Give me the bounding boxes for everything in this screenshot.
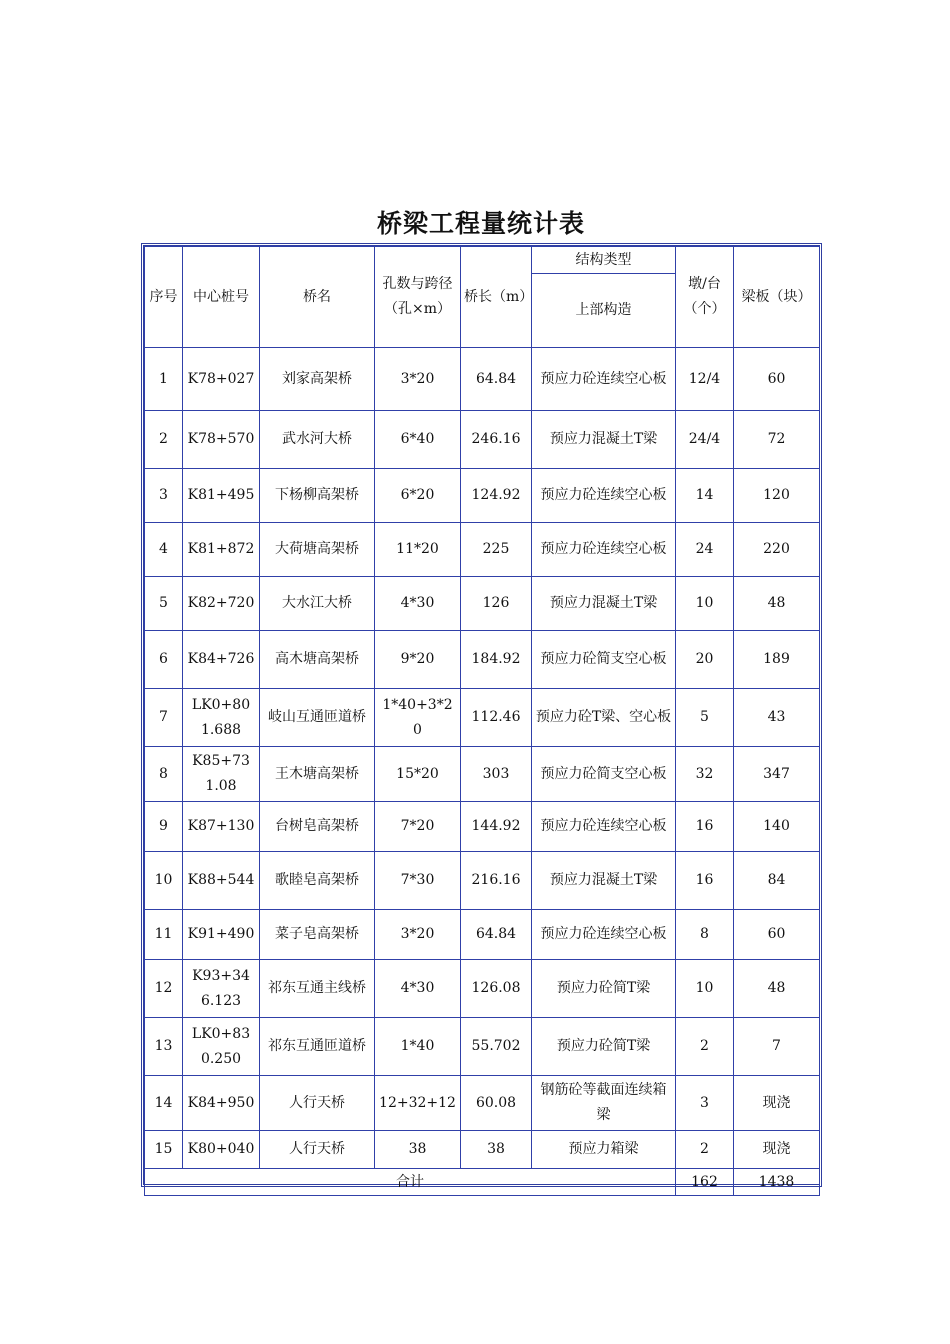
cell-beams: 43 xyxy=(734,689,820,747)
header-station: 中心桩号 xyxy=(183,247,260,348)
cell-piers: 16 xyxy=(676,802,734,852)
cell-name: 菜子皂高架桥 xyxy=(260,910,375,960)
cell-station: K88+544 xyxy=(183,852,260,910)
table-row xyxy=(145,1076,820,1131)
header-piers: 墩/台（个） xyxy=(676,247,734,348)
cell-structure: 预应力混凝土T梁 xyxy=(532,852,676,910)
cell-beams: 现浇 xyxy=(734,1131,820,1169)
cell-name: 岐山互通匝道桥 xyxy=(260,689,375,747)
cell-station: K84+950 xyxy=(183,1076,260,1131)
cell-beams: 48 xyxy=(734,577,820,631)
cell-beams: 60 xyxy=(734,348,820,411)
cell-seq: 11 xyxy=(145,910,183,960)
cell-length: 124.92 xyxy=(461,469,532,523)
cell-length: 38 xyxy=(461,1131,532,1169)
cell-beams: 现浇 xyxy=(734,1076,820,1131)
cell-seq: 14 xyxy=(145,1076,183,1131)
cell-length: 246.16 xyxy=(461,411,532,469)
cell-length: 225 xyxy=(461,523,532,577)
header-length: 桥长（m） xyxy=(461,247,532,348)
cell-station: K78+027 xyxy=(183,348,260,411)
cell-name: 下杨柳高架桥 xyxy=(260,469,375,523)
cell-station: K78+570 xyxy=(183,411,260,469)
cell-name: 人行天桥 xyxy=(260,1076,375,1131)
table-row xyxy=(145,689,820,747)
table-row xyxy=(145,523,820,577)
cell-station: K82+720 xyxy=(183,577,260,631)
cell-length: 112.46 xyxy=(461,689,532,747)
cell-span: 11*20 xyxy=(375,523,461,577)
table-row xyxy=(145,411,820,469)
cell-beams: 48 xyxy=(734,960,820,1018)
cell-seq: 9 xyxy=(145,802,183,852)
cell-structure: 预应力砼简T梁 xyxy=(532,960,676,1018)
cell-span: 7*20 xyxy=(375,802,461,852)
cell-structure: 预应力箱梁 xyxy=(532,1131,676,1169)
cell-span: 3*20 xyxy=(375,910,461,960)
header-superstructure: 上部构造 xyxy=(532,274,676,348)
bridge-quantity-table xyxy=(144,246,820,1196)
cell-length: 303 xyxy=(461,747,532,802)
cell-station: LK0+801.688 xyxy=(183,689,260,747)
total-row xyxy=(145,1169,820,1196)
cell-span: 6*20 xyxy=(375,469,461,523)
header-beams: 梁板（块） xyxy=(734,247,820,348)
cell-seq: 4 xyxy=(145,523,183,577)
cell-length: 64.84 xyxy=(461,910,532,960)
cell-structure: 预应力砼连续空心板 xyxy=(532,469,676,523)
cell-name: 高木塘高架桥 xyxy=(260,631,375,689)
cell-station: LK0+830.250 xyxy=(183,1018,260,1076)
cell-piers: 10 xyxy=(676,577,734,631)
cell-station: K85+731.08 xyxy=(183,747,260,802)
cell-beams: 220 xyxy=(734,523,820,577)
cell-piers: 5 xyxy=(676,689,734,747)
header-seq: 序号 xyxy=(145,247,183,348)
cell-structure: 预应力砼简T梁 xyxy=(532,1018,676,1076)
table-row xyxy=(145,802,820,852)
cell-span: 38 xyxy=(375,1131,461,1169)
cell-beams: 347 xyxy=(734,747,820,802)
header-name: 桥名 xyxy=(260,247,375,348)
cell-length: 55.702 xyxy=(461,1018,532,1076)
cell-length: 64.84 xyxy=(461,348,532,411)
cell-piers: 2 xyxy=(676,1131,734,1169)
cell-span: 4*30 xyxy=(375,960,461,1018)
table-row xyxy=(145,1018,820,1076)
cell-span: 6*40 xyxy=(375,411,461,469)
cell-length: 184.92 xyxy=(461,631,532,689)
cell-name: 王木塘高架桥 xyxy=(260,747,375,802)
cell-station: K81+872 xyxy=(183,523,260,577)
cell-station: K93+346.123 xyxy=(183,960,260,1018)
cell-structure: 预应力砼连续空心板 xyxy=(532,348,676,411)
cell-name: 歌睦皂高架桥 xyxy=(260,852,375,910)
cell-seq: 12 xyxy=(145,960,183,1018)
cell-beams: 84 xyxy=(734,852,820,910)
cell-structure: 预应力砼连续空心板 xyxy=(532,802,676,852)
cell-seq: 3 xyxy=(145,469,183,523)
cell-structure: 预应力砼T梁、空心板 xyxy=(532,689,676,747)
cell-piers: 24 xyxy=(676,523,734,577)
header-row xyxy=(145,247,820,274)
cell-structure: 预应力砼简支空心板 xyxy=(532,747,676,802)
cell-seq: 13 xyxy=(145,1018,183,1076)
cell-beams: 120 xyxy=(734,469,820,523)
cell-station: K91+490 xyxy=(183,910,260,960)
table-row xyxy=(145,469,820,523)
cell-name: 刘家高架桥 xyxy=(260,348,375,411)
cell-beams: 7 xyxy=(734,1018,820,1076)
table-row xyxy=(145,960,820,1018)
table-row xyxy=(145,631,820,689)
table-row xyxy=(145,348,820,411)
total-beams: 1438 xyxy=(734,1169,820,1196)
table-row xyxy=(145,910,820,960)
table-row xyxy=(145,577,820,631)
table-row xyxy=(145,852,820,910)
cell-span: 1*40 xyxy=(375,1018,461,1076)
cell-station: K80+040 xyxy=(183,1131,260,1169)
cell-piers: 3 xyxy=(676,1076,734,1131)
cell-piers: 8 xyxy=(676,910,734,960)
cell-seq: 15 xyxy=(145,1131,183,1169)
total-piers: 162 xyxy=(676,1169,734,1196)
cell-piers: 16 xyxy=(676,852,734,910)
cell-span: 1*40+3*20 xyxy=(375,689,461,747)
table-body xyxy=(145,247,820,1196)
cell-beams: 60 xyxy=(734,910,820,960)
table-row xyxy=(145,747,820,802)
cell-station: K84+726 xyxy=(183,631,260,689)
cell-piers: 10 xyxy=(676,960,734,1018)
cell-name: 人行天桥 xyxy=(260,1131,375,1169)
cell-seq: 6 xyxy=(145,631,183,689)
cell-seq: 1 xyxy=(145,348,183,411)
cell-length: 144.92 xyxy=(461,802,532,852)
cell-structure: 预应力砼简支空心板 xyxy=(532,631,676,689)
cell-length: 126 xyxy=(461,577,532,631)
cell-span: 9*20 xyxy=(375,631,461,689)
cell-seq: 8 xyxy=(145,747,183,802)
cell-piers: 2 xyxy=(676,1018,734,1076)
cell-seq: 2 xyxy=(145,411,183,469)
cell-length: 126.08 xyxy=(461,960,532,1018)
table-row xyxy=(145,1131,820,1169)
cell-structure: 钢筋砼等截面连续箱梁 xyxy=(532,1076,676,1131)
cell-structure: 预应力混凝土T梁 xyxy=(532,411,676,469)
cell-name: 台树皂高架桥 xyxy=(260,802,375,852)
cell-structure: 预应力砼连续空心板 xyxy=(532,523,676,577)
cell-piers: 14 xyxy=(676,469,734,523)
cell-length: 216.16 xyxy=(461,852,532,910)
cell-length: 60.08 xyxy=(461,1076,532,1131)
cell-name: 祁东互通主线桥 xyxy=(260,960,375,1018)
cell-span: 4*30 xyxy=(375,577,461,631)
cell-span: 15*20 xyxy=(375,747,461,802)
header-structure-type: 结构类型 xyxy=(532,247,676,274)
cell-span: 3*20 xyxy=(375,348,461,411)
cell-piers: 12/4 xyxy=(676,348,734,411)
cell-piers: 24/4 xyxy=(676,411,734,469)
cell-name: 大荷塘高架桥 xyxy=(260,523,375,577)
cell-name: 祁东互通匝道桥 xyxy=(260,1018,375,1076)
cell-piers: 20 xyxy=(676,631,734,689)
cell-name: 武水河大桥 xyxy=(260,411,375,469)
header-span: 孔数与跨径（孔×m） xyxy=(375,247,461,348)
cell-seq: 7 xyxy=(145,689,183,747)
cell-beams: 189 xyxy=(734,631,820,689)
cell-structure: 预应力砼连续空心板 xyxy=(532,910,676,960)
cell-span: 12+32+12 xyxy=(375,1076,461,1131)
cell-name: 大水江大桥 xyxy=(260,577,375,631)
cell-seq: 10 xyxy=(145,852,183,910)
total-label: 合计 xyxy=(145,1169,676,1196)
cell-piers: 32 xyxy=(676,747,734,802)
cell-seq: 5 xyxy=(145,577,183,631)
cell-station: K87+130 xyxy=(183,802,260,852)
cell-station: K81+495 xyxy=(183,469,260,523)
page-title: 桥梁工程量统计表 xyxy=(376,209,585,238)
cell-structure: 预应力混凝土T梁 xyxy=(532,577,676,631)
cell-beams: 72 xyxy=(734,411,820,469)
cell-span: 7*30 xyxy=(375,852,461,910)
cell-beams: 140 xyxy=(734,802,820,852)
